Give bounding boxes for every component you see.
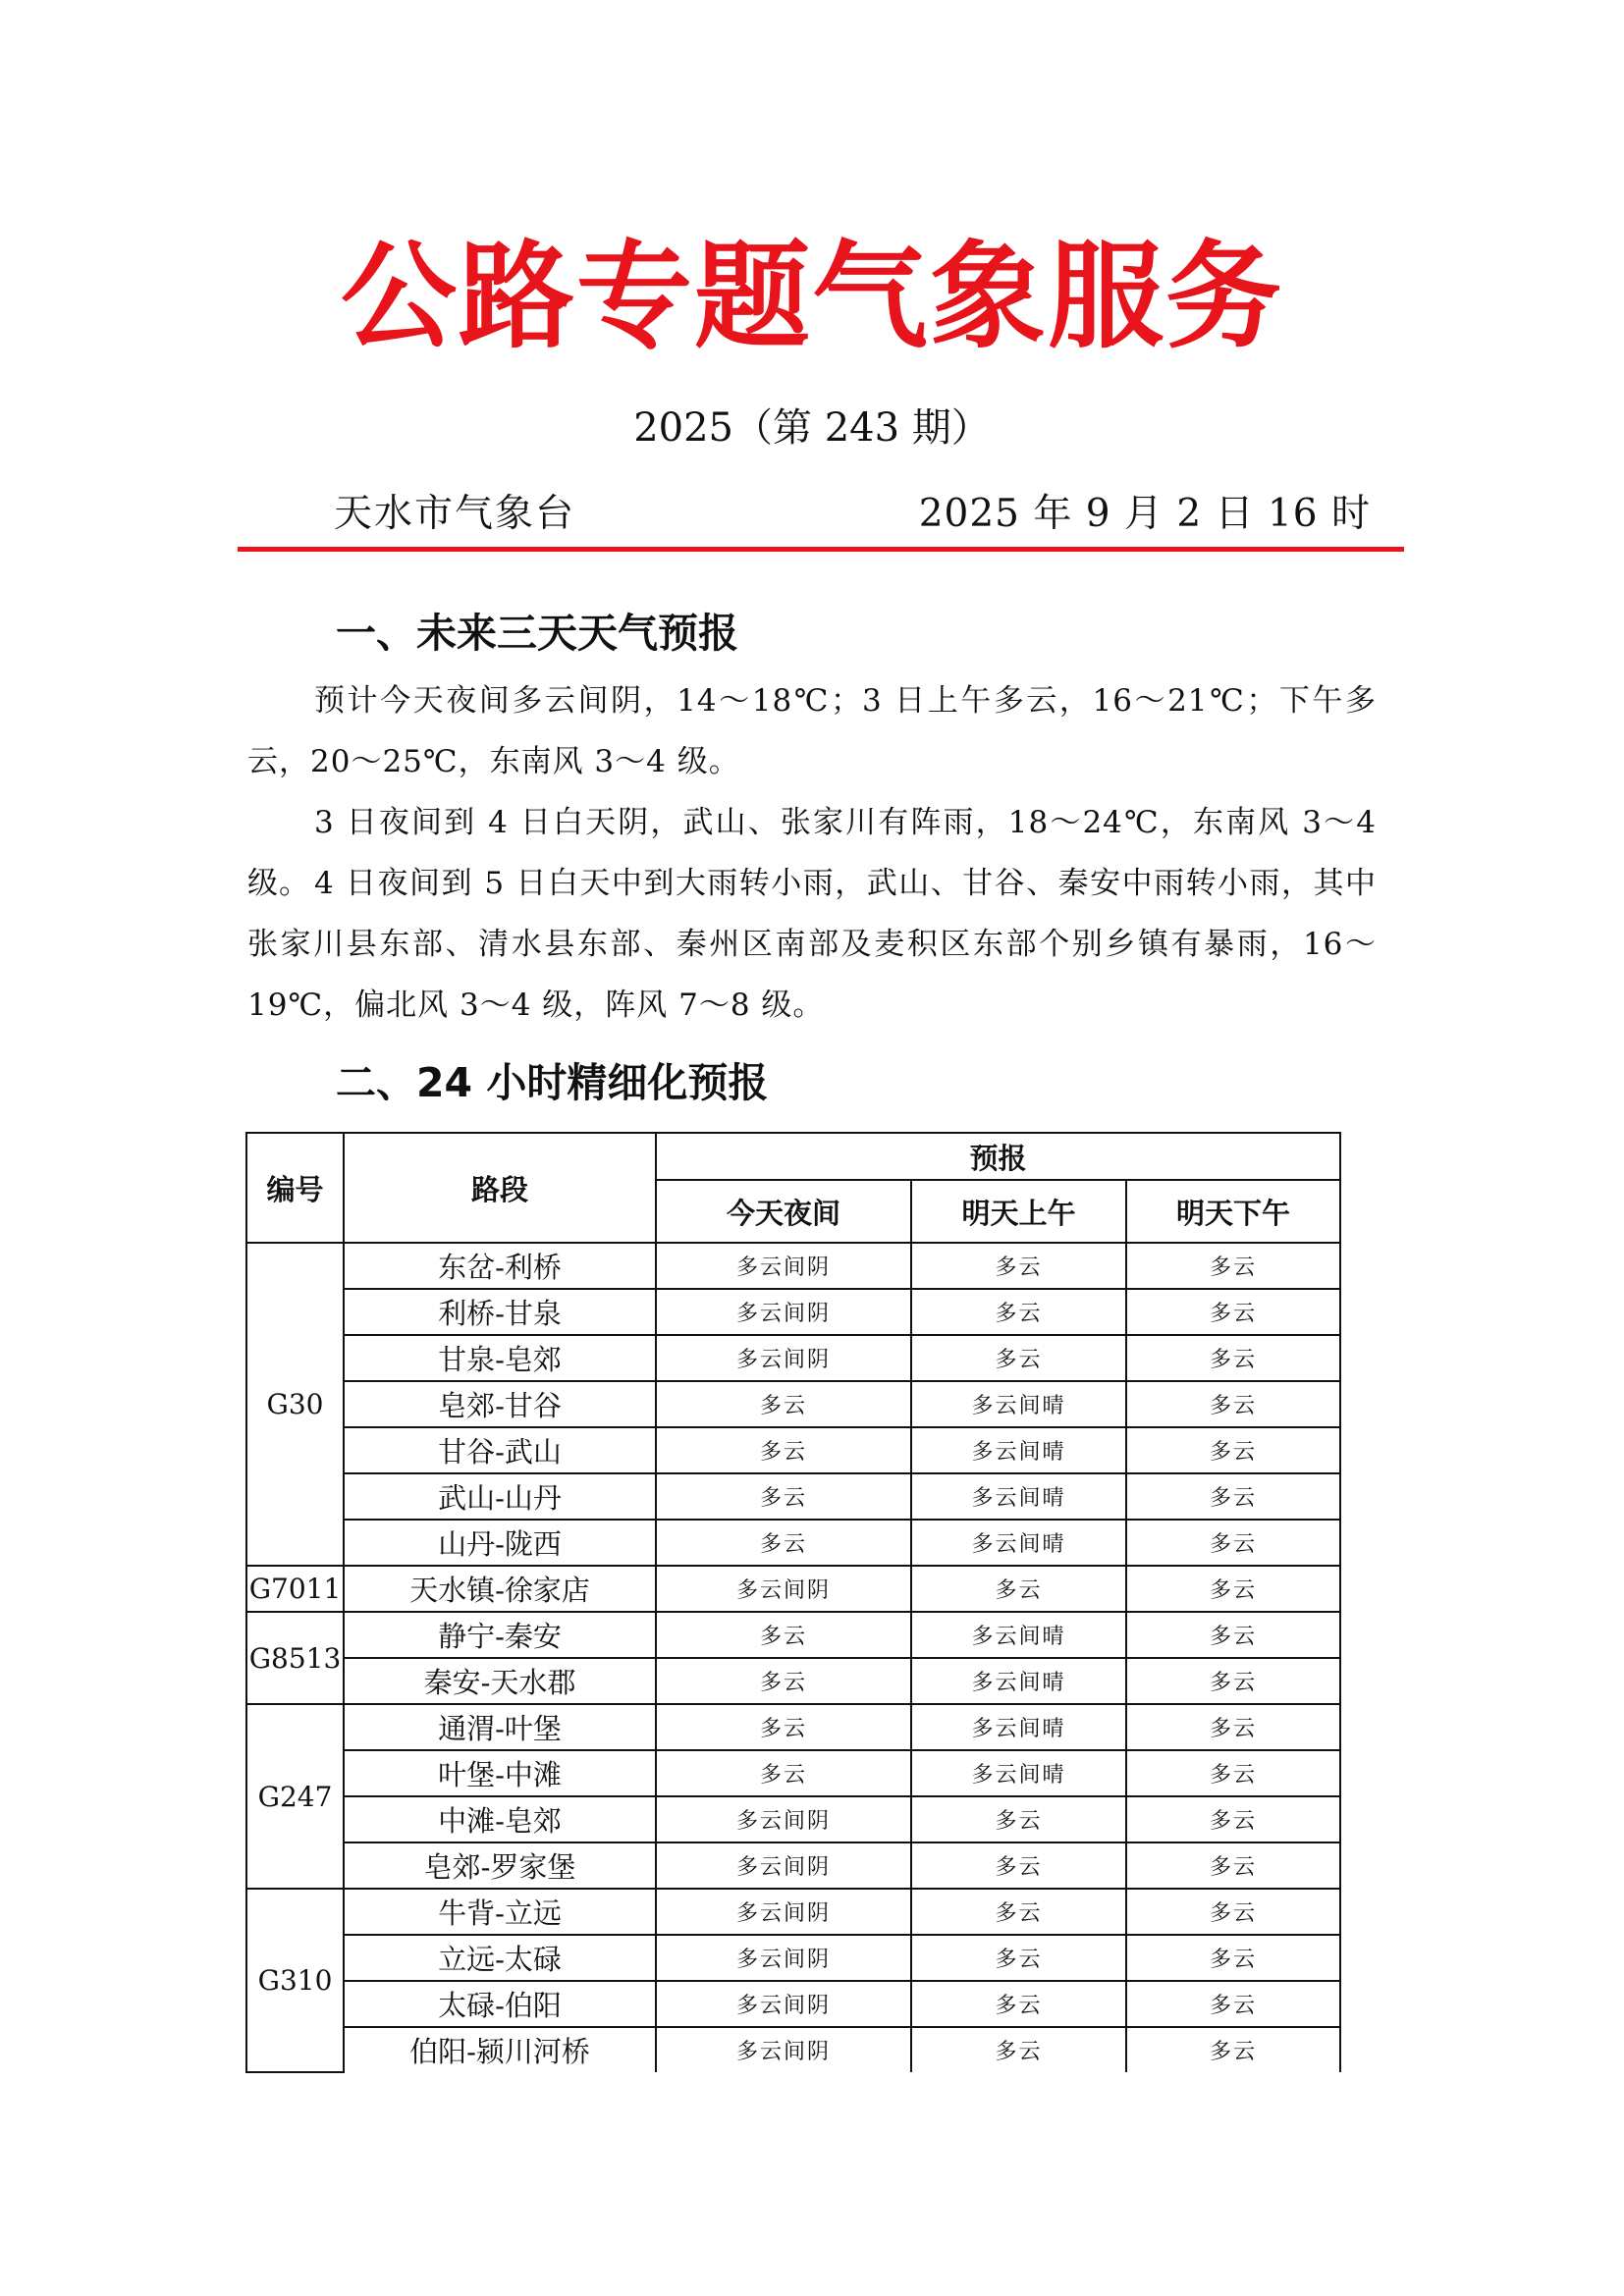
tonight-weather-cell: 多云 [656, 1612, 911, 1658]
tomorrow-pm-weather-cell: 多云 [1126, 1796, 1340, 1842]
tomorrow-pm-weather-cell: 多云 [1126, 1981, 1340, 2027]
segment-cell: 通渭-叶堡 [344, 1704, 656, 1750]
tomorrow-am-weather-cell: 多云间晴 [911, 1612, 1126, 1658]
road-code-cell: G310 [246, 1889, 344, 2072]
section-title-24h-forecast: 二、24 小时精细化预报 [336, 1059, 769, 1106]
tomorrow-pm-weather-cell: 多云 [1126, 1335, 1340, 1381]
header-tomorrow-pm: 明天下午 [1126, 1180, 1340, 1243]
tomorrow-am-weather-cell: 多云 [911, 1889, 1126, 1935]
tomorrow-am-weather-cell: 多云 [911, 1289, 1126, 1335]
tonight-weather-cell: 多云间阴 [656, 1566, 911, 1612]
tonight-weather-cell: 多云 [656, 1473, 911, 1520]
road-code-cell: G30 [246, 1243, 344, 1566]
tomorrow-pm-weather-cell: 多云 [1126, 1289, 1340, 1335]
segment-cell: 皂郊-甘谷 [344, 1381, 656, 1427]
tomorrow-pm-weather-cell: 多云 [1126, 1704, 1340, 1750]
tomorrow-am-weather-cell: 多云间晴 [911, 1427, 1126, 1473]
tomorrow-pm-weather-cell: 多云 [1126, 1935, 1340, 1981]
table-row [246, 1704, 1340, 1750]
tonight-weather-cell: 多云间阴 [656, 1889, 911, 1935]
road-code-cell: G247 [246, 1704, 344, 1889]
tonight-weather-cell: 多云间阴 [656, 1981, 911, 2027]
tomorrow-pm-weather-cell: 多云 [1126, 1566, 1340, 1612]
table-row [246, 1981, 1340, 2027]
segment-cell: 静宁-秦安 [344, 1612, 656, 1658]
tomorrow-pm-weather-cell: 多云 [1126, 1889, 1340, 1935]
tonight-weather-cell: 多云 [656, 1381, 911, 1427]
table-row [246, 1796, 1340, 1842]
segment-cell: 牛背-立远 [344, 1889, 656, 1935]
tomorrow-am-weather-cell: 多云间晴 [911, 1704, 1126, 1750]
table-row [246, 1289, 1340, 1335]
tomorrow-am-weather-cell: 多云 [911, 1243, 1126, 1289]
road-forecast-table-body [246, 1243, 1340, 2072]
segment-cell: 甘谷-武山 [344, 1427, 656, 1473]
table-row [246, 1427, 1340, 1473]
segment-cell: 叶堡-中滩 [344, 1750, 656, 1796]
segment-cell: 利桥-甘泉 [344, 1289, 656, 1335]
table-row [246, 1658, 1340, 1704]
header-tomorrow-am: 明天上午 [911, 1180, 1126, 1243]
tomorrow-am-weather-cell: 多云间晴 [911, 1381, 1126, 1427]
tomorrow-am-weather-cell: 多云间晴 [911, 1473, 1126, 1520]
table-row [246, 1750, 1340, 1796]
tonight-weather-cell: 多云间阴 [656, 2027, 911, 2072]
tomorrow-pm-weather-cell: 多云 [1126, 1520, 1340, 1566]
table-row [246, 1520, 1340, 1566]
tomorrow-pm-weather-cell: 多云 [1126, 1381, 1340, 1427]
segment-cell: 皂郊-罗家堡 [344, 1842, 656, 1889]
tomorrow-am-weather-cell: 多云 [911, 1335, 1126, 1381]
tonight-weather-cell: 多云 [656, 1658, 911, 1704]
segment-cell: 立远-太碌 [344, 1935, 656, 1981]
table-row [246, 1889, 1340, 1935]
tomorrow-am-weather-cell: 多云间晴 [911, 1520, 1126, 1566]
issue-number: 2025（第 243 期） [633, 405, 991, 451]
issue-date: 2025 年 9 月 2 日 16 时 [918, 492, 1371, 536]
header-segment: 路段 [344, 1133, 656, 1243]
section-title-three-day-forecast: 一、未来三天天气预报 [336, 610, 738, 657]
tomorrow-am-weather-cell: 多云间晴 [911, 1750, 1126, 1796]
table-row [246, 1842, 1340, 1889]
tomorrow-pm-weather-cell: 多云 [1126, 1612, 1340, 1658]
road-code-cell: G8513 [246, 1612, 344, 1704]
header-tonight: 今天夜间 [656, 1180, 911, 1243]
tomorrow-am-weather-cell: 多云 [911, 1981, 1126, 2027]
tonight-weather-cell: 多云间阴 [656, 1796, 911, 1842]
table-row [246, 1935, 1340, 1981]
tomorrow-pm-weather-cell: 多云 [1126, 1842, 1340, 1889]
table-row [246, 1381, 1340, 1427]
segment-cell: 东岔-利桥 [344, 1243, 656, 1289]
issuing-agency: 天水市气象台 [334, 492, 576, 536]
forecast-paragraph-day-5: 4 日夜间到 5 日白天中到大雨转小雨，武山、甘谷、秦安中雨转小雨，其中张家川县东部、清水县东部、秦州区南部及麦积区东部个别乡镇有暴雨，16～19℃，偏北风 3～4 级，阵风 7～8 级。 [247, 866, 1377, 1023]
forecast-paragraph-day-4: 3 日夜间到 4 日白天阴，武山、张家川有阵雨，18～24℃，东南风 3～4 级。 [247, 805, 1377, 901]
tomorrow-am-weather-cell: 多云 [911, 1842, 1126, 1889]
road-code-cell: G7011 [246, 1566, 344, 1612]
tomorrow-pm-weather-cell: 多云 [1126, 1427, 1340, 1473]
tomorrow-pm-weather-cell: 多云 [1126, 1658, 1340, 1704]
tonight-weather-cell: 多云 [656, 1750, 911, 1796]
segment-cell: 天水镇-徐家店 [344, 1566, 656, 1612]
table-row [246, 1473, 1340, 1520]
tomorrow-am-weather-cell: 多云 [911, 2027, 1126, 2072]
table-row [246, 1243, 1340, 1289]
tomorrow-pm-weather-cell: 多云 [1126, 1243, 1340, 1289]
tomorrow-am-weather-cell: 多云间晴 [911, 1658, 1126, 1704]
tomorrow-am-weather-cell: 多云 [911, 1935, 1126, 1981]
tonight-weather-cell: 多云间阴 [656, 1243, 911, 1289]
tonight-weather-cell: 多云 [656, 1427, 911, 1473]
tomorrow-am-weather-cell: 多云 [911, 1566, 1126, 1612]
document-masthead-title: 公路专题气象服务 [340, 229, 1283, 364]
forecast-paragraph-tonight-tomorrow: 预计今天夜间多云间阴，14～18℃；3 日上午多云，16～21℃；下午多云，20～25℃，东南风 3～4 级。 [247, 683, 1377, 779]
road-forecast-table [245, 1132, 1341, 2073]
segment-cell: 太碌-伯阳 [344, 1981, 656, 2027]
tonight-weather-cell: 多云 [656, 1704, 911, 1750]
segment-cell: 秦安-天水郡 [344, 1658, 656, 1704]
tonight-weather-cell: 多云间阴 [656, 1842, 911, 1889]
tonight-weather-cell: 多云间阴 [656, 1289, 911, 1335]
table-row [246, 2027, 1340, 2072]
table-row [246, 1335, 1340, 1381]
table-row [246, 1566, 1340, 1612]
tomorrow-am-weather-cell: 多云 [911, 1796, 1126, 1842]
header-code: 编号 [246, 1133, 344, 1243]
tomorrow-pm-weather-cell: 多云 [1126, 1473, 1340, 1520]
segment-cell: 伯阳-颍川河桥 [344, 2027, 656, 2072]
tonight-weather-cell: 多云 [656, 1520, 911, 1566]
tonight-weather-cell: 多云间阴 [656, 1935, 911, 1981]
segment-cell: 山丹-陇西 [344, 1520, 656, 1566]
header-forecast: 预报 [656, 1133, 1340, 1180]
table-row [246, 1612, 1340, 1658]
segment-cell: 武山-山丹 [344, 1473, 656, 1520]
segment-cell: 甘泉-皂郊 [344, 1335, 656, 1381]
header-divider-rule [238, 547, 1404, 552]
tomorrow-pm-weather-cell: 多云 [1126, 2027, 1340, 2072]
segment-cell: 中滩-皂郊 [344, 1796, 656, 1842]
tomorrow-pm-weather-cell: 多云 [1126, 1750, 1340, 1796]
tonight-weather-cell: 多云间阴 [656, 1335, 911, 1381]
